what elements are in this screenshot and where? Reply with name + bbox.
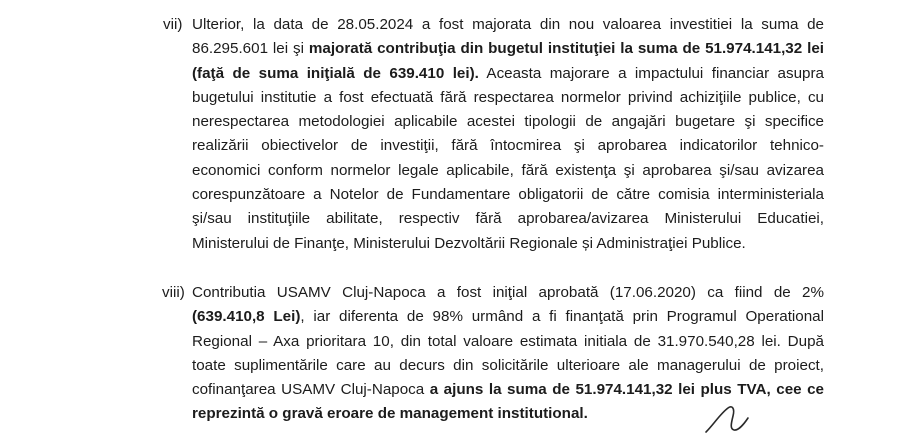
bold-text-run: majorată contribuţia din bugetul instituţiei la suma de 51.974.141,32 lei [308,40,824,58]
text-run: Regional – Axa prioritara 10, din total valoare estimata initiala de 31.970.540,28 lei. După [192,332,824,350]
bold-text-run: (faţă de suma iniţială de 639.410 lei). [192,64,479,82]
text-line [192,110,824,134]
text-line [192,378,824,402]
text-line [192,305,824,329]
text-line [192,207,824,231]
text-run: toate suplimentările care au decurs din solicitările ulterioare ale managerului de proiect, [192,356,824,374]
text-run: , iar diferenta de 98% urmând a fi finanţată prin Programul Operational [300,308,824,326]
text-line [192,159,824,183]
text-line [192,330,824,354]
text-run: 86.295.601 lei şi [192,40,309,58]
bold-text-run: (639.410,8 Lei) [192,308,301,326]
text-line [192,232,824,256]
signature-stroke [700,402,770,434]
text-line [192,134,824,158]
bold-text-run: reprezintă o gravă eroare de management institutional. [192,405,588,423]
text-line [192,13,824,37]
bold-text-run: a ajuns la suma de 51.974.141,32 lei plus TVA, cee ce [429,381,824,399]
text-run: Aceasta majorare a impactului financiar asupra [478,64,824,82]
text-line [192,183,824,207]
text-run: economici conform normelor legale aplicabile, fără existenţa şi aprobarea şi/sau avizarea [192,161,824,179]
text-line [192,281,824,305]
text-run: realizării obiectivelor de investiţii, fără întocmirea şi aprobarea indicatorilor tehnico- [192,137,824,155]
text-run: nerespectarea metodologiei aplicabile acestei tipologii de angajări bugetare şi specifice [192,113,824,131]
text-run: cofinanţarea USAMV Cluj-Napoca [192,381,430,399]
text-line [192,354,824,378]
text-run: şi/sau instituţiile abilitate, respectiv fără aprobarea/avizarea Ministerului Educatiei, [192,210,824,228]
text-line [192,62,824,86]
text-line [192,86,824,110]
text-run: Ulterior, la data de 28.05.2024 a fost majorata din nou valoarea investitiei la suma de [192,16,824,33]
text-run: corespunzătoare a Notelor de Fundamentare obligatorii de către comisia interministeriala [192,186,824,204]
item-number: viii) [162,284,185,301]
handwritten-signature [700,402,770,434]
paragraph-text [192,13,824,256]
text-run: Contributia USAMV Cluj-Napoca a fost iniţial aprobată (17.06.2020) ca fiind de 2% [192,284,824,301]
text-run: Ministerului de Finanţe, Ministerului Dezvoltării Regionale și Administraţiei Publice. [192,234,746,252]
text-run: bugetului institutie a fost efectuată fără respectarea normelor privind achiziţiile publice, cu [192,88,824,106]
text-line [192,37,824,61]
item-number: vii) [163,16,183,33]
